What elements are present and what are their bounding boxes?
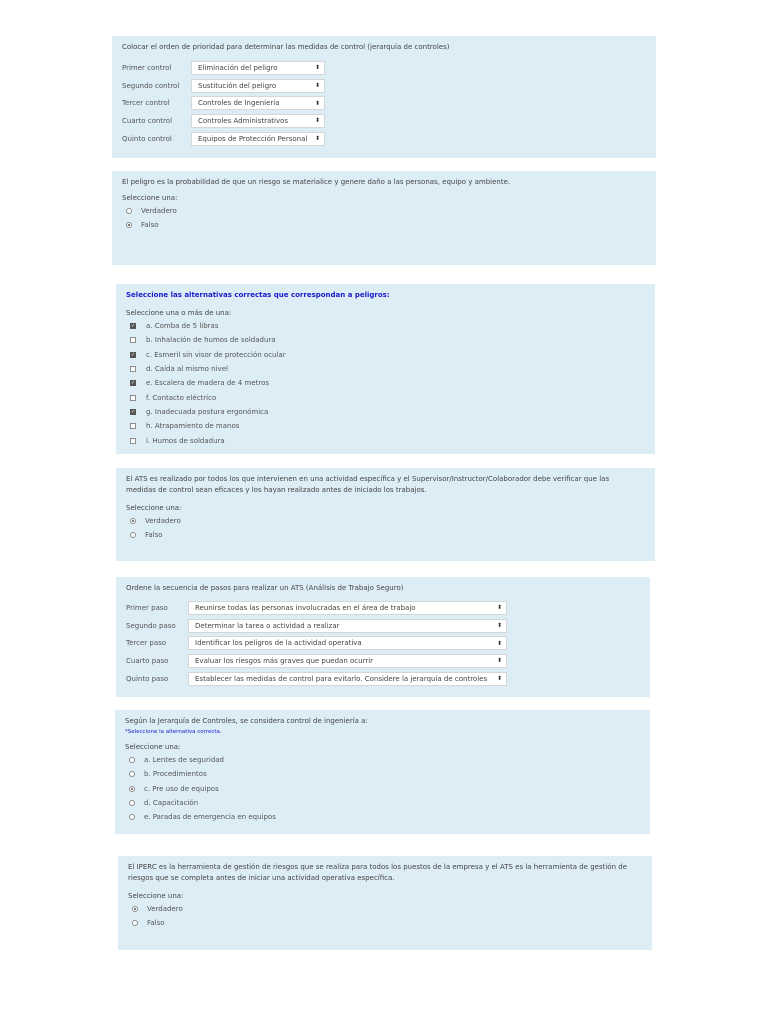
checkbox[interactable] bbox=[130, 323, 136, 329]
radio-button[interactable] bbox=[130, 518, 136, 524]
select-arrows-icon: ⬍ bbox=[496, 675, 502, 683]
match-select-2[interactable]: Sustitución del peligro ⬍ bbox=[191, 79, 325, 93]
option-e[interactable] bbox=[125, 810, 640, 824]
match-label-2: Segundo paso bbox=[126, 621, 176, 630]
option-g[interactable] bbox=[126, 405, 645, 419]
radio-button[interactable] bbox=[130, 532, 136, 538]
select-arrows-icon: ⬍ bbox=[496, 657, 502, 665]
checkbox[interactable] bbox=[130, 380, 136, 386]
question-text bbox=[128, 862, 642, 884]
match-select-4[interactable]: Evaluar los riesgos más graves que puedan ocurrir ⬍ bbox=[188, 654, 507, 668]
select-arrows-icon: ⬍ bbox=[314, 64, 320, 72]
match-select-3[interactable]: Identificar los peligros de la actividad operativa ⬍ bbox=[188, 636, 507, 650]
radio-button[interactable] bbox=[126, 222, 132, 228]
question-card-2 bbox=[112, 171, 656, 265]
radio-button[interactable] bbox=[129, 800, 135, 806]
option-label: g. Inadecuada postura ergonómica bbox=[146, 407, 269, 416]
option-false[interactable] bbox=[122, 218, 646, 232]
match-label-4: Cuarto control bbox=[122, 116, 173, 125]
question-text: El peligro es la probabilidad de que un riesgo se materialice y genere daño a las personas, equipo y ambiente. bbox=[122, 178, 511, 186]
match-label-3: Tercer control bbox=[122, 99, 170, 108]
match-label-1: Primer control bbox=[122, 63, 172, 72]
option-label: Falso bbox=[141, 221, 159, 230]
radio-button[interactable] bbox=[132, 920, 138, 926]
radio-button[interactable] bbox=[129, 771, 135, 777]
match-select-1[interactable]: Reunirse todas las personas involucradas en el área de trabajo ⬍ bbox=[188, 601, 507, 615]
select-arrows-icon: ⬍ bbox=[314, 82, 320, 90]
select-arrows-icon: ⬍ bbox=[314, 99, 320, 107]
question-card-6 bbox=[115, 710, 650, 834]
option-label: c. Pre uso de equipos bbox=[144, 784, 219, 793]
option-label: f. Contacto eléctrico bbox=[146, 393, 217, 402]
option-d[interactable] bbox=[125, 796, 640, 810]
question-text bbox=[126, 474, 645, 496]
option-true[interactable] bbox=[126, 514, 645, 528]
match-label-1: Primer paso bbox=[126, 603, 168, 612]
option-label: e. Paradas de emergencia en equipos bbox=[144, 813, 276, 822]
radio-button[interactable] bbox=[129, 814, 135, 820]
match-select-5[interactable]: Establecer las medidas de control para evitarlo. Considere la jerarquía de controles ⬍ bbox=[188, 672, 507, 686]
question-text-line-1: El IPERC es la herramienta de gestión de riesgos que se realiza para todos los puestos de la empresa y el ATS es la herramienta de gestión de bbox=[128, 863, 627, 871]
option-c[interactable] bbox=[126, 348, 645, 362]
question-card-7 bbox=[118, 856, 652, 950]
match-label-3: Tercer paso bbox=[126, 639, 167, 648]
option-b[interactable] bbox=[125, 767, 640, 781]
answer-prompt: Seleccione una: bbox=[122, 194, 178, 202]
option-false[interactable] bbox=[126, 528, 645, 542]
option-i[interactable] bbox=[126, 433, 645, 447]
option-b[interactable] bbox=[126, 333, 645, 347]
option-d[interactable] bbox=[126, 362, 645, 376]
option-e[interactable] bbox=[126, 376, 645, 390]
match-select-5[interactable]: Equipos de Protección Personal ⬍ bbox=[191, 132, 325, 146]
select-arrows-icon: ⬍ bbox=[496, 639, 502, 647]
radio-button[interactable] bbox=[132, 906, 138, 912]
match-label-5: Quinto paso bbox=[126, 674, 169, 683]
option-label: d. Capacitación bbox=[144, 799, 199, 808]
option-label: b. Procedimientos bbox=[144, 770, 207, 779]
question-card-5 bbox=[116, 577, 650, 697]
checkbox[interactable] bbox=[130, 366, 136, 372]
match-select-1[interactable]: Eliminación del peligro ⬍ bbox=[191, 61, 325, 75]
option-label: c. Esmeril sin visor de protección ocular bbox=[146, 350, 286, 359]
option-label: h. Atrapamiento de manos bbox=[146, 422, 240, 431]
select-arrows-icon: ⬍ bbox=[496, 604, 502, 612]
radio-button[interactable] bbox=[126, 208, 132, 214]
match-label-2: Segundo control bbox=[122, 81, 180, 90]
question-text: Según la Jerarquía de Controles, se considera control de ingeniería a: bbox=[125, 717, 368, 725]
radio-button[interactable] bbox=[129, 757, 135, 763]
checkbox[interactable] bbox=[130, 438, 136, 444]
question-text: Ordene la secuencia de pasos para realizar un ATS (Análisis de Trabajo Seguro) bbox=[126, 584, 404, 592]
match-select-3[interactable]: Controles de Ingeniería ⬍ bbox=[191, 96, 325, 110]
option-label: a. Comba de 5 libras bbox=[146, 322, 219, 331]
select-arrows-icon: ⬍ bbox=[314, 135, 320, 143]
match-select-4[interactable]: Controles Administrativos ⬍ bbox=[191, 114, 325, 128]
checkbox[interactable] bbox=[130, 352, 136, 358]
checkbox[interactable] bbox=[130, 395, 136, 401]
option-label: d. Caída al mismo nivel bbox=[146, 365, 228, 374]
radio-button[interactable] bbox=[129, 786, 135, 792]
match-label-5: Quinto control bbox=[122, 134, 172, 143]
answer-prompt: Seleccione una: bbox=[128, 892, 184, 900]
option-label: a. Lentes de seguridad bbox=[144, 756, 224, 765]
question-text: Seleccione las alternativas correctas que correspondan a peligros: bbox=[126, 291, 390, 299]
question-note: *Seleccione la alternativa correcta. bbox=[125, 729, 222, 735]
question-card-3 bbox=[116, 284, 655, 454]
option-true[interactable] bbox=[128, 902, 642, 916]
answer-prompt: Seleccione una: bbox=[125, 743, 181, 751]
checkbox[interactable] bbox=[130, 409, 136, 415]
option-label: e. Escalera de madera de 4 metros bbox=[146, 379, 270, 388]
option-label: Verdadero bbox=[145, 517, 181, 526]
option-label: i. Humos de soldadura bbox=[146, 436, 225, 445]
question-text-line-2: medidas de control sean eficaces y los hayan realizado antes de iniciado los trabajos. bbox=[126, 486, 427, 494]
match-select-2[interactable]: Determinar la tarea o actividad a realizar ⬍ bbox=[188, 619, 507, 633]
option-true[interactable] bbox=[122, 204, 646, 218]
select-arrows-icon: ⬍ bbox=[496, 622, 502, 630]
option-h[interactable] bbox=[126, 419, 645, 433]
select-arrows-icon: ⬍ bbox=[314, 117, 320, 125]
option-a[interactable] bbox=[126, 319, 645, 333]
option-label: Verdadero bbox=[147, 905, 183, 914]
option-label: Falso bbox=[147, 919, 165, 928]
answer-prompt: Seleccione una: bbox=[126, 504, 182, 512]
option-false[interactable] bbox=[128, 916, 642, 930]
option-label: Falso bbox=[145, 531, 163, 540]
question-text-line-2: riesgos que se completa antes de iniciar una actividad operativa específica. bbox=[128, 874, 395, 882]
question-card-4 bbox=[116, 468, 655, 561]
question-text: Colocar el orden de prioridad para determinar las medidas de control (jerarquía de controles) bbox=[122, 43, 450, 51]
question-text-line-1: El ATS es realizado por todos los que intervienen en una actividad específica y el Supervisor/Instructor/Colaborador debe verificar que las bbox=[126, 475, 610, 483]
option-a[interactable] bbox=[125, 753, 640, 767]
option-label: Verdadero bbox=[141, 207, 177, 216]
option-label: b. Inhalación de humos de soldadura bbox=[146, 336, 276, 345]
match-label-4: Cuarto paso bbox=[126, 656, 169, 665]
checkbox[interactable] bbox=[130, 423, 136, 429]
checkbox[interactable] bbox=[130, 337, 136, 343]
option-c[interactable] bbox=[125, 782, 640, 796]
question-card-1 bbox=[112, 36, 656, 158]
option-f[interactable] bbox=[126, 390, 645, 404]
answer-prompt: Seleccione una o más de una: bbox=[126, 309, 232, 317]
